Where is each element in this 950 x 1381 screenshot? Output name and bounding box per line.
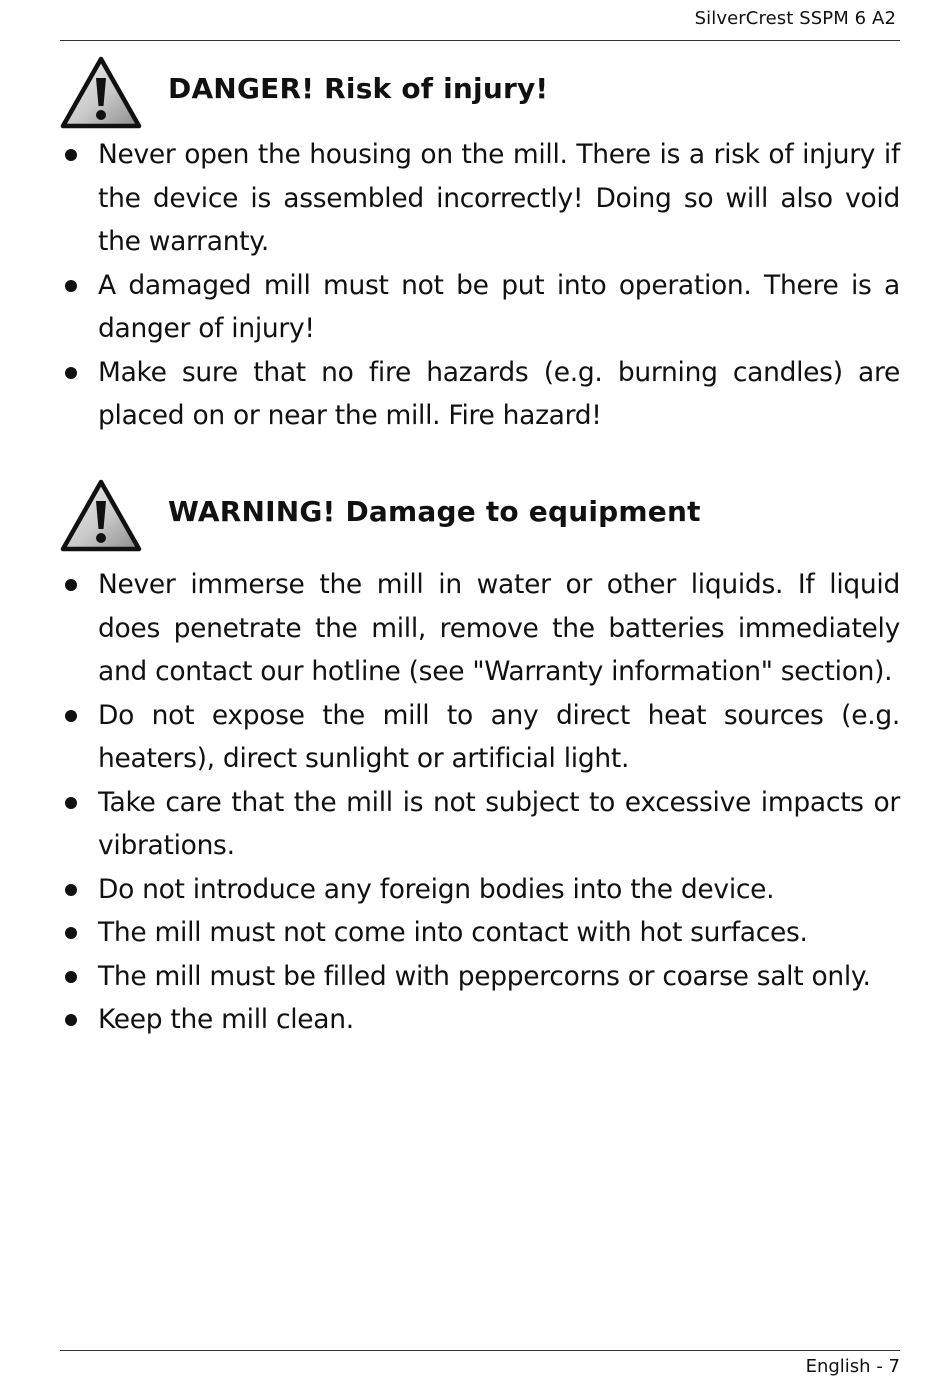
danger-list: [60, 133, 900, 438]
bullet-icon: [65, 579, 77, 591]
list-item-text: The mill must not come into contact with hot surfaces.: [98, 917, 808, 948]
list-item: [60, 133, 900, 264]
header-rule: [60, 40, 900, 41]
list-item: [60, 563, 900, 694]
danger-heading: [60, 56, 900, 130]
danger-title: DANGER! Risk of injury!: [168, 72, 549, 105]
list-item-text: Do not introduce any foreign bodies into the device.: [98, 873, 775, 905]
list-item: [60, 868, 900, 912]
list-item-text: The mill must be filled with peppercorns or coarse salt only.: [98, 960, 871, 992]
bullet-icon: [65, 971, 77, 983]
list-item: [60, 264, 900, 351]
warning-section: [60, 479, 900, 1042]
list-item-text: Take care that the mill is not subject to excessive impacts or vibrations.: [98, 786, 900, 861]
running-header: SilverCrest SSPM 6 A2: [694, 8, 896, 29]
list-item-text: Make sure that no fire hazards (e.g. burning candles) are placed on or near the mill. Fire hazard!: [98, 356, 900, 431]
list-item-text: Keep the mill clean.: [98, 1004, 354, 1035]
footer-rule: [60, 1350, 900, 1351]
bullet-icon: [65, 927, 77, 939]
bullet-icon: [65, 1014, 77, 1026]
danger-section: [60, 56, 900, 438]
footer-separator: -: [876, 1356, 883, 1377]
warning-triangle-icon: [60, 56, 142, 130]
page-number: 7: [888, 1356, 900, 1377]
list-item: [60, 955, 900, 999]
bullet-icon: [65, 710, 77, 722]
list-item-text: Never open the housing on the mill. There is a risk of injury if the device is assembled incorrectly! Doing so will also void the warranty.: [98, 139, 900, 257]
bullet-icon: [65, 149, 77, 161]
list-item: [60, 911, 900, 955]
list-item-text: A damaged mill must not be put into operation. There is a danger of injury!: [98, 269, 900, 344]
warning-list: [60, 563, 900, 1042]
list-item-text: Never immerse the mill in water or other liquids. If liquid does penetrate the mill, remove the batteries immediately and contact our hotline (see "Warranty information" section).: [98, 569, 900, 687]
warning-triangle-icon: [60, 479, 142, 553]
bullet-icon: [65, 884, 77, 896]
bullet-icon: [65, 280, 77, 292]
list-item: [60, 694, 900, 781]
list-item: [60, 351, 900, 438]
warning-heading: [60, 479, 900, 553]
page-footer: [806, 1356, 900, 1377]
list-item-text: Do not expose the mill to any direct heat sources (e.g. heaters), direct sunlight or artificial light.: [98, 699, 900, 774]
list-item: [60, 781, 900, 868]
warning-title: WARNING! Damage to equipment: [168, 495, 701, 528]
bullet-icon: [65, 797, 77, 809]
list-item: [60, 998, 900, 1042]
bullet-icon: [65, 367, 77, 379]
footer-language: English: [805, 1356, 871, 1377]
